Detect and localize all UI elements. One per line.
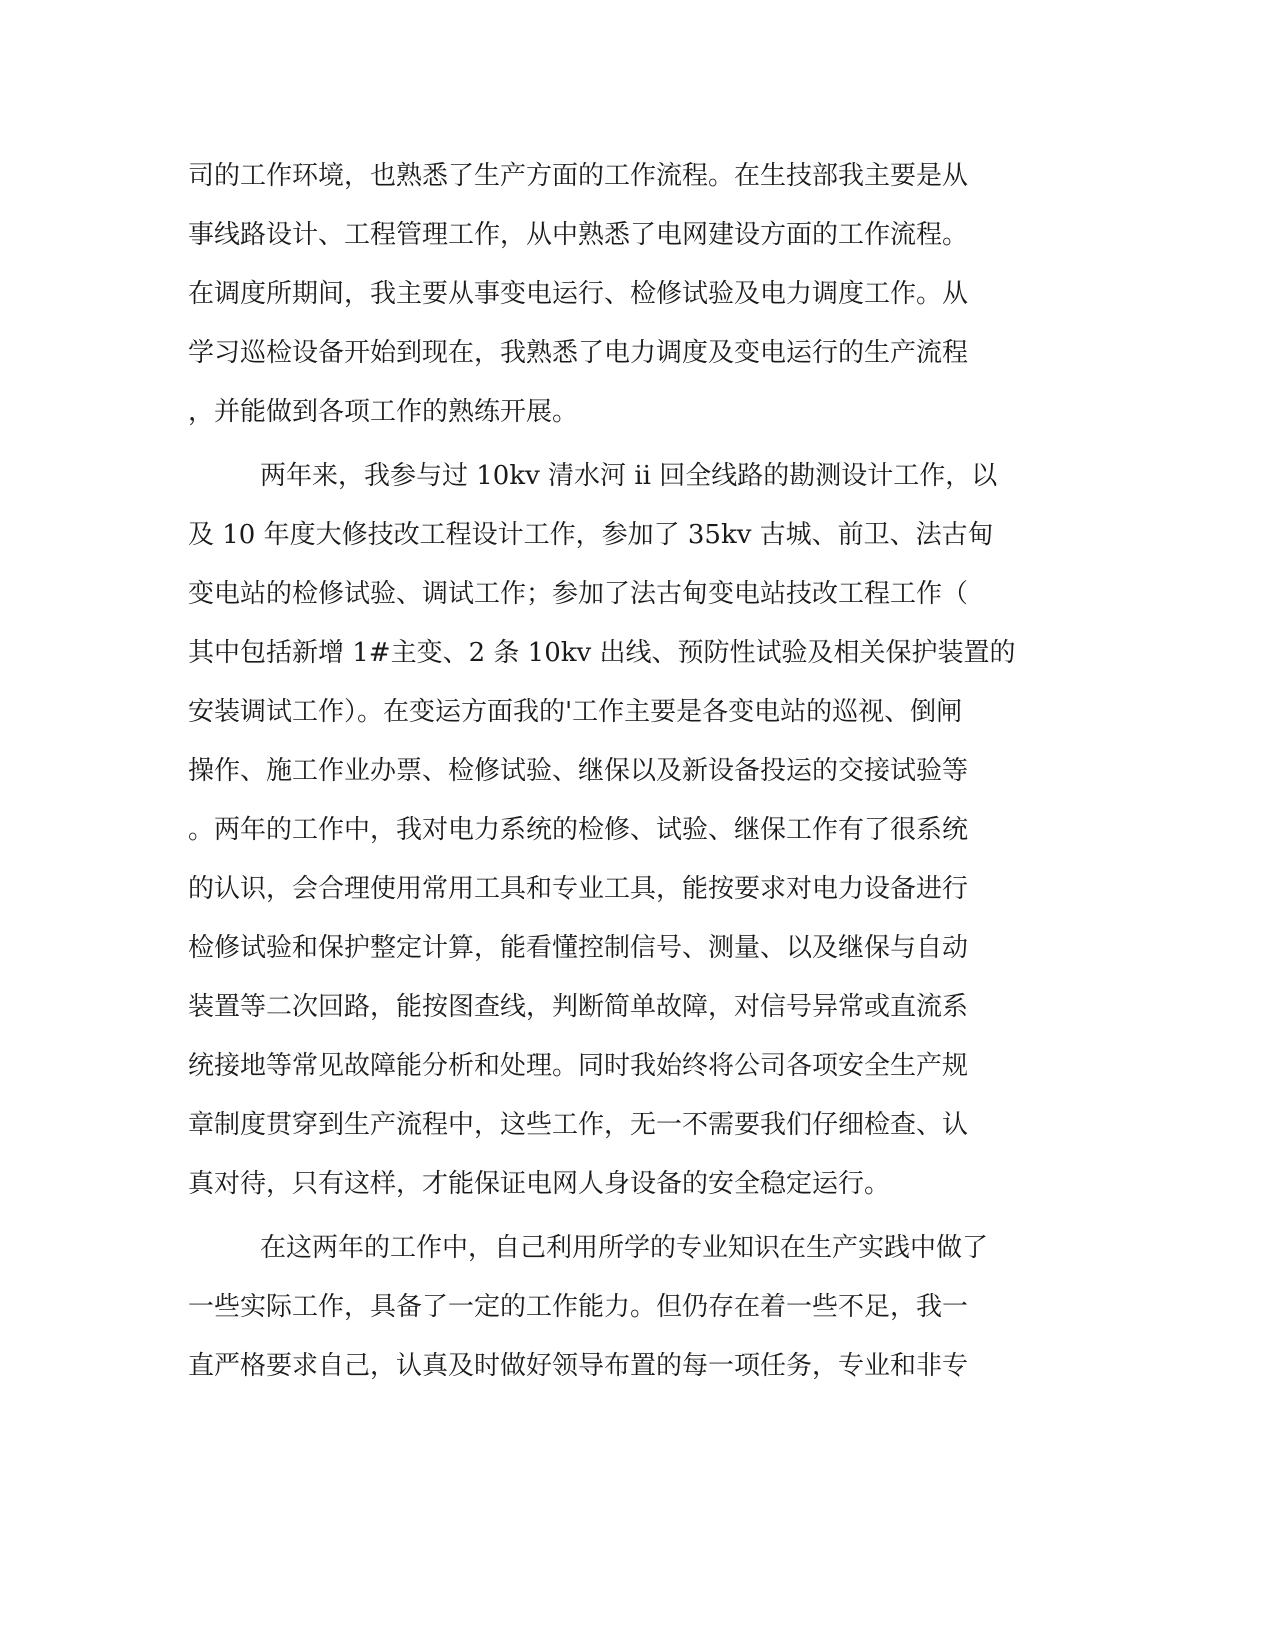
text-line-9: 其中包括新增 1#主变、2 条 10kv 出线、预防性试验及相关保护装置的 bbox=[188, 638, 1016, 668]
paragraph-3-first-line: 在这两年的工作中，自己利用所学的专业知识在生产实践中做了 bbox=[260, 1233, 989, 1263]
text-line-14: 检修试验和保护整定计算，能看懂控制信号、测量、以及继保与自动 bbox=[188, 933, 969, 963]
text-line-7: 及 10 年度大修技改工程设计工作，参加了 35kv 古城、前卫、法古甸 bbox=[188, 520, 994, 550]
paragraph-2-first-line: 两年来，我参与过 10kv 清水河 ii 回全线路的勘测设计工作，以 bbox=[260, 461, 998, 491]
text-line-12: 。两年的工作中，我对电力系统的检修、试验、继保工作有了很系统 bbox=[188, 815, 969, 845]
text-line-5: ，并能做到各项工作的熟练开展。 bbox=[188, 397, 579, 427]
text-line-2: 事线路设计、工程管理工作，从中熟悉了电网建设方面的工作流程。 bbox=[188, 220, 969, 250]
text-line-16: 统接地等常见故障能分析和处理。同时我始终将公司各项安全生产规 bbox=[188, 1051, 969, 1081]
text-line-8: 变电站的检修试验、调试工作；参加了法古甸变电站技改工程工作（ bbox=[188, 579, 969, 609]
text-line-21: 直严格要求自己，认真及时做好领导布置的每一项任务，专业和非专 bbox=[188, 1351, 969, 1381]
text-line-1: 司的工作环境，也熟悉了生产方面的工作流程。在生技部我主要是从 bbox=[188, 161, 969, 191]
text-line-17: 章制度贯穿到生产流程中，这些工作，无一不需要我们仔细检查、认 bbox=[188, 1110, 969, 1140]
text-line-4: 学习巡检设备开始到现在，我熟悉了电力调度及变电运行的生产流程 bbox=[188, 338, 969, 368]
text-line-18: 真对待，只有这样，才能保证电网人身设备的安全稳定运行。 bbox=[188, 1169, 891, 1199]
text-line-13: 的认识，会合理使用常用工具和专业工具，能按要求对电力设备进行 bbox=[188, 874, 969, 904]
text-line-3: 在调度所期间，我主要从事变电运行、检修试验及电力调度工作。从 bbox=[188, 279, 969, 309]
text-line-10: 安装调试工作）。在变运方面我的'工作主要是各变电站的巡视、倒闸 bbox=[188, 697, 963, 727]
text-line-15: 装置等二次回路，能按图查线，判断简单故障，对信号异常或直流系 bbox=[188, 992, 969, 1022]
text-line-20: 一些实际工作，具备了一定的工作能力。但仍存在着一些不足，我一 bbox=[188, 1292, 969, 1322]
text-line-11: 操作、施工作业办票、检修试验、继保以及新设备投运的交接试验等 bbox=[188, 756, 969, 786]
